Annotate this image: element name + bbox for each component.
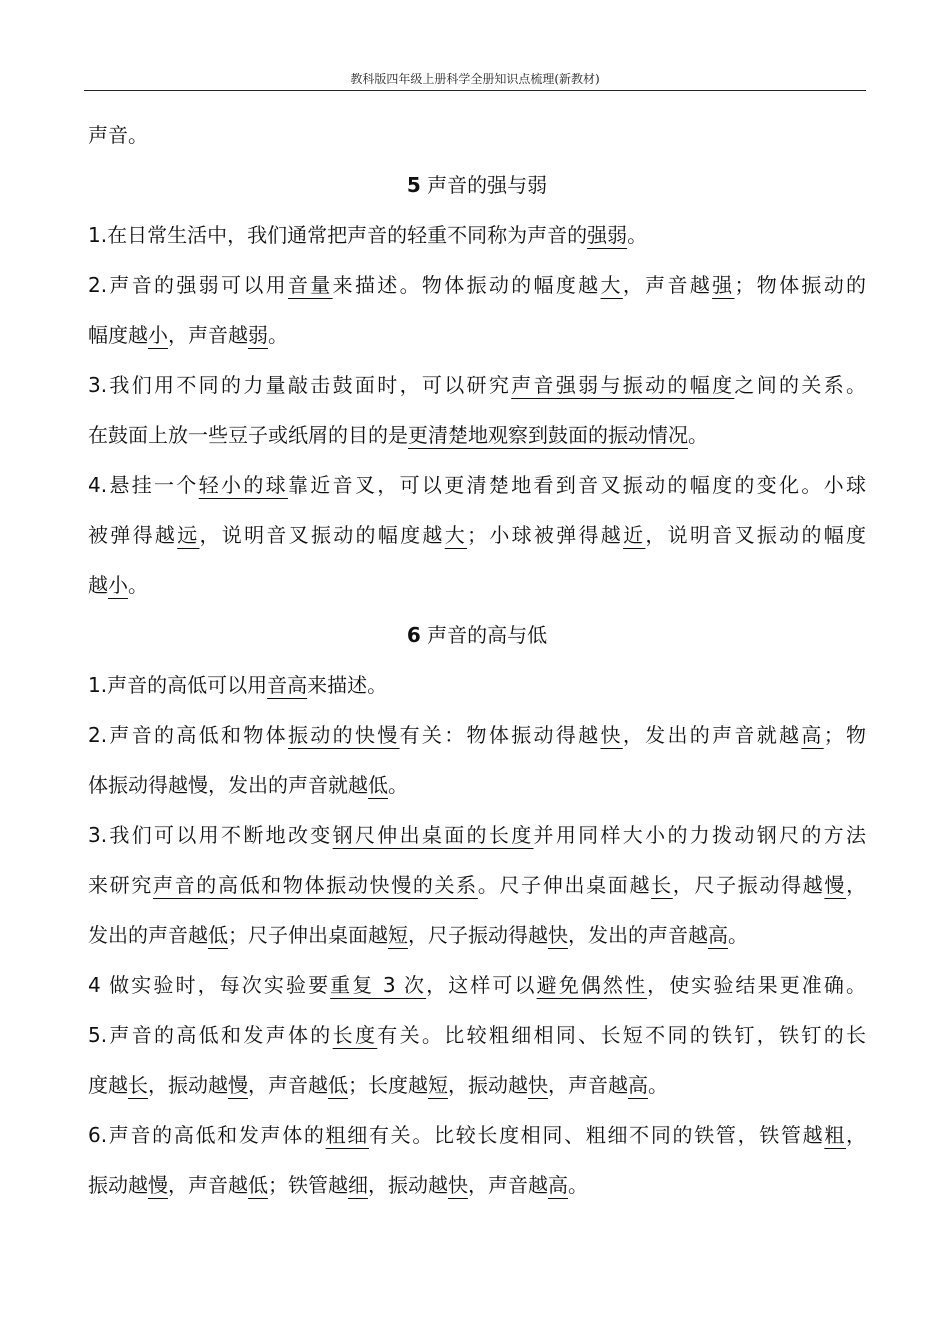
section-heading bbox=[88, 160, 866, 210]
text-segment: 。 bbox=[627, 223, 648, 247]
text-segment: 。 bbox=[728, 923, 748, 947]
underlined-answer: 粗 bbox=[824, 1123, 847, 1147]
text-line bbox=[88, 910, 866, 960]
underlined-answer: 弱 bbox=[248, 323, 268, 347]
text-segment: ，振动越 bbox=[368, 1173, 448, 1197]
text-segment: 振动越 bbox=[88, 1173, 148, 1197]
underlined-answer: 避免偶然性 bbox=[536, 973, 648, 997]
text-segment: 1.声音的高低可以用 bbox=[88, 673, 268, 697]
text-line bbox=[88, 1010, 866, 1060]
text-segment: ；小球被弹得越 bbox=[467, 523, 624, 547]
underlined-answer: 快 bbox=[548, 923, 568, 947]
text-segment: ，振动越 bbox=[148, 1073, 228, 1097]
underlined-answer: 强 bbox=[712, 273, 735, 297]
text-segment: ，声音越 bbox=[168, 1173, 248, 1197]
underlined-answer: 慢 bbox=[148, 1173, 168, 1197]
text-line bbox=[88, 510, 866, 560]
underlined-answer: 低 bbox=[208, 923, 228, 947]
text-segment: ；物体振动的 bbox=[734, 273, 866, 297]
underlined-answer: 重复 3 次 bbox=[330, 973, 427, 997]
text-line bbox=[88, 360, 866, 410]
text-segment: 有关。比较长度相同、粗细不同的铁管，铁管越 bbox=[368, 1123, 825, 1147]
text-line bbox=[88, 1060, 866, 1110]
underlined-answer: 高 bbox=[801, 723, 824, 747]
text-line bbox=[88, 760, 866, 810]
text-segment: 。 bbox=[388, 773, 408, 797]
underlined-answer: 音量 bbox=[287, 273, 333, 297]
text-segment: ，说明音叉振动的幅度越 bbox=[199, 523, 445, 547]
text-segment: 之间的关系。 bbox=[734, 373, 866, 397]
text-segment: 靠近音叉，可以更清楚地看到音叉振动的幅度的变化。小球 bbox=[287, 473, 866, 497]
text-segment: 1.在日常生活中，我们通常把声音的轻重不同称为声音的 bbox=[88, 223, 588, 247]
underlined-answer: 低 bbox=[248, 1173, 268, 1197]
text-segment: ，尺子振动得越 bbox=[408, 923, 548, 947]
text-line bbox=[88, 960, 866, 1010]
text-segment: 体振动得越慢，发出的声音就越 bbox=[88, 773, 368, 797]
underlined-answer: 快 bbox=[528, 1073, 548, 1097]
text-segment: 6.声音的高低和发声体的 bbox=[88, 1123, 326, 1147]
text-line bbox=[88, 260, 866, 310]
underlined-answer: 短 bbox=[428, 1073, 448, 1097]
text-segment: 有关。比较粗细相同、长短不同的铁钉，铁钉的长 bbox=[377, 1023, 866, 1047]
text-segment: 。 bbox=[128, 573, 148, 597]
text-segment: 2.声音的高低和物体 bbox=[88, 723, 288, 747]
text-segment: 幅度越 bbox=[88, 323, 148, 347]
underlined-answer: 快 bbox=[448, 1173, 468, 1197]
underlined-answer: 强弱 bbox=[587, 223, 628, 247]
text-segment: ，声音越 bbox=[548, 1073, 628, 1097]
text-line bbox=[88, 660, 866, 710]
text-segment: 发出的声音越 bbox=[88, 923, 208, 947]
text-segment: 4 做实验时，每次实验要 bbox=[88, 973, 331, 997]
text-segment: ， bbox=[846, 873, 866, 897]
text-segment: 。尺子伸出桌面越 bbox=[477, 873, 652, 897]
section-number: 6 bbox=[406, 623, 421, 647]
text-segment: 。 bbox=[648, 1073, 668, 1097]
underlined-answer: 钢尺伸出桌面的长度 bbox=[332, 823, 534, 847]
underlined-answer: 声音的高低和物体振动快慢的关系 bbox=[152, 873, 478, 897]
text-line bbox=[88, 860, 866, 910]
underlined-answer: 慢 bbox=[824, 873, 847, 897]
text-line bbox=[88, 810, 866, 860]
text-segment: 。 bbox=[688, 423, 708, 447]
text-segment: 在鼓面上放一些豆子或纸屑的目的是 bbox=[88, 423, 408, 447]
text-segment: ，振动越 bbox=[448, 1073, 528, 1097]
underlined-answer: 高 bbox=[628, 1073, 648, 1097]
text-segment: ，发出的声音就越 bbox=[622, 723, 802, 747]
text-segment: ， bbox=[846, 1123, 866, 1147]
text-line bbox=[88, 1110, 866, 1160]
underlined-answer: 低 bbox=[368, 773, 388, 797]
underlined-answer: 短 bbox=[388, 923, 408, 947]
text-segment: ，这样可以 bbox=[426, 973, 537, 997]
underlined-answer: 音高 bbox=[267, 673, 308, 697]
text-segment: ；长度越 bbox=[348, 1073, 428, 1097]
text-line bbox=[88, 110, 866, 160]
text-segment: 越 bbox=[88, 573, 108, 597]
text-segment: 被弹得越 bbox=[88, 523, 178, 547]
text-segment: ；尺子伸出桌面越 bbox=[228, 923, 388, 947]
text-segment: 来研究 bbox=[88, 873, 153, 897]
text-segment: 声音的高与低 bbox=[420, 623, 548, 647]
underlined-answer: 小 bbox=[108, 573, 128, 597]
text-segment: ；铁管越 bbox=[268, 1173, 348, 1197]
text-line bbox=[88, 710, 866, 760]
text-line bbox=[88, 310, 866, 360]
text-segment: ；物 bbox=[823, 723, 866, 747]
underlined-answer: 粗细 bbox=[325, 1123, 369, 1147]
underlined-answer: 声音强弱与振动的幅度 bbox=[511, 373, 735, 397]
text-segment: 4.悬挂一个 bbox=[88, 473, 199, 497]
text-line bbox=[88, 210, 866, 260]
text-segment: ，使实验结果更准确。 bbox=[647, 973, 866, 997]
text-line bbox=[88, 460, 866, 510]
underlined-answer: 小 bbox=[148, 323, 168, 347]
underlined-answer: 振动的快慢 bbox=[287, 723, 400, 747]
text-segment: ，声音越 bbox=[622, 273, 713, 297]
document-body bbox=[88, 110, 866, 1210]
underlined-answer: 近 bbox=[623, 523, 646, 547]
underlined-answer: 大 bbox=[600, 273, 623, 297]
text-segment: ，说明音叉振动的幅度 bbox=[645, 523, 866, 547]
underlined-answer: 细 bbox=[348, 1173, 368, 1197]
section-number: 5 bbox=[406, 173, 421, 197]
text-segment: ，声音越 bbox=[168, 323, 248, 347]
text-segment: 来描述。物体振动的幅度越 bbox=[332, 273, 601, 297]
section-heading bbox=[88, 610, 866, 660]
underlined-answer: 远 bbox=[177, 523, 200, 547]
underlined-answer: 高 bbox=[708, 923, 728, 947]
text-segment: 有关：物体振动得越 bbox=[399, 723, 601, 747]
text-segment: 3.我们可以用不断地改变 bbox=[88, 823, 333, 847]
underlined-answer: 长度 bbox=[332, 1023, 378, 1047]
underlined-answer: 高 bbox=[548, 1173, 568, 1197]
page-header: 教科版四年级上册科学全册知识点梳理(新教材) bbox=[84, 70, 866, 91]
text-line bbox=[88, 410, 866, 460]
underlined-answer: 更清楚地观察到鼓面的振动情况 bbox=[408, 423, 688, 447]
underlined-answer: 长 bbox=[651, 873, 673, 897]
text-segment: 声音的强与弱 bbox=[420, 173, 548, 197]
underlined-answer: 低 bbox=[328, 1073, 348, 1097]
text-segment: 2.声音的强弱可以用 bbox=[88, 273, 288, 297]
underlined-answer: 慢 bbox=[228, 1073, 248, 1097]
text-segment: 3.我们用不同的力量敲击鼓面时，可以研究 bbox=[88, 373, 512, 397]
underlined-answer: 快 bbox=[600, 723, 623, 747]
underlined-answer: 大 bbox=[444, 523, 468, 547]
text-segment: ，声音越 bbox=[248, 1073, 328, 1097]
underlined-answer: 长 bbox=[128, 1073, 148, 1097]
text-segment: 。 bbox=[568, 1173, 588, 1197]
text-segment: ，尺子振动得越 bbox=[672, 873, 825, 897]
underlined-answer: 轻小的球 bbox=[198, 473, 288, 497]
text-line bbox=[88, 1160, 866, 1210]
text-segment: 并用同样大小的力拨动钢尺的方法 bbox=[533, 823, 866, 847]
text-segment: 度越 bbox=[88, 1073, 128, 1097]
text-segment: 来描述。 bbox=[307, 673, 388, 697]
text-segment: ，声音越 bbox=[468, 1173, 548, 1197]
text-segment: ，发出的声音越 bbox=[568, 923, 708, 947]
text-segment: 5.声音的高低和发声体的 bbox=[88, 1023, 333, 1047]
text-segment: 。 bbox=[268, 323, 288, 347]
text-segment: 声音。 bbox=[88, 123, 148, 147]
text-line bbox=[88, 560, 866, 610]
